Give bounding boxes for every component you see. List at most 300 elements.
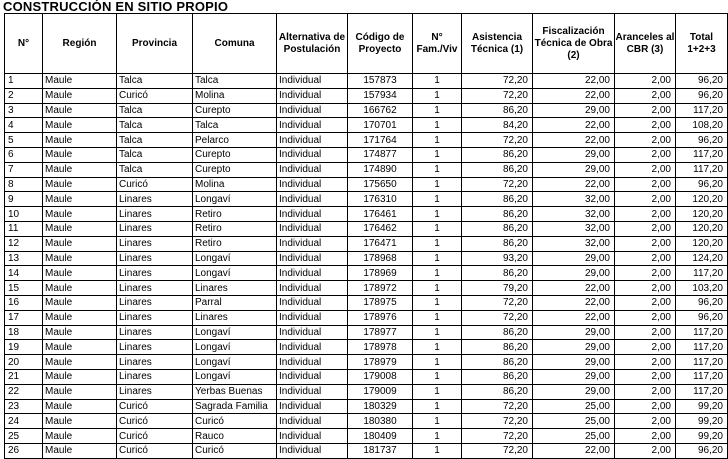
fiscalizacion-cell: 29,00	[533, 369, 615, 384]
table-row	[5, 340, 728, 355]
fiscalizacion-cell: 32,00	[533, 221, 615, 236]
fam-cell: 1	[413, 207, 462, 222]
asistencia-cell: 86,20	[462, 147, 533, 162]
header-total: Total 1+2+3	[676, 14, 728, 74]
alternativa-cell: Individual	[277, 192, 348, 207]
codigo-cell: 171764	[348, 133, 413, 148]
codigo-cell: 178978	[348, 340, 413, 355]
fiscalizacion-cell: 29,00	[533, 340, 615, 355]
table-row	[5, 399, 728, 414]
provincia-cell: Linares	[117, 369, 193, 384]
fam-cell: 1	[413, 74, 462, 89]
region-cell: Maule	[43, 399, 117, 414]
table-body	[5, 74, 728, 459]
comuna-cell: Retiro	[193, 236, 277, 251]
table-row	[5, 118, 728, 133]
fam-cell: 1	[413, 384, 462, 399]
asistencia-cell: 72,20	[462, 74, 533, 89]
aranceles-cell: 2,00	[615, 88, 676, 103]
provincia-cell: Linares	[117, 251, 193, 266]
alternativa-cell: Individual	[277, 162, 348, 177]
row-number: 10	[5, 207, 43, 222]
asistencia-cell: 86,20	[462, 192, 533, 207]
header-fiscalizacion: Fiscalización Técnica de Obra (2)	[533, 14, 615, 74]
aranceles-cell: 2,00	[615, 443, 676, 458]
asistencia-cell: 72,20	[462, 443, 533, 458]
asistencia-cell: 86,20	[462, 384, 533, 399]
aranceles-cell: 2,00	[615, 325, 676, 340]
total-cell: 117,20	[676, 162, 728, 177]
region-cell: Maule	[43, 369, 117, 384]
table-row	[5, 103, 728, 118]
row-number: 1	[5, 74, 43, 89]
asistencia-cell: 86,20	[462, 355, 533, 370]
aranceles-cell: 2,00	[615, 177, 676, 192]
region-cell: Maule	[43, 251, 117, 266]
alternativa-cell: Individual	[277, 355, 348, 370]
aranceles-cell: 2,00	[615, 74, 676, 89]
fam-cell: 1	[413, 192, 462, 207]
asistencia-cell: 84,20	[462, 118, 533, 133]
codigo-cell: 170701	[348, 118, 413, 133]
aranceles-cell: 2,00	[615, 147, 676, 162]
table-row	[5, 443, 728, 458]
fiscalizacion-cell: 22,00	[533, 74, 615, 89]
table-row	[5, 221, 728, 236]
total-cell: 120,20	[676, 207, 728, 222]
comuna-cell: Longaví	[193, 369, 277, 384]
alternativa-cell: Individual	[277, 103, 348, 118]
fam-cell: 1	[413, 295, 462, 310]
row-number: 15	[5, 281, 43, 296]
total-cell: 117,20	[676, 103, 728, 118]
table-row	[5, 355, 728, 370]
alternativa-cell: Individual	[277, 118, 348, 133]
table-row	[5, 384, 728, 399]
region-cell: Maule	[43, 295, 117, 310]
provincia-cell: Linares	[117, 236, 193, 251]
provincia-cell: Linares	[117, 355, 193, 370]
fam-cell: 1	[413, 369, 462, 384]
alternativa-cell: Individual	[277, 414, 348, 429]
row-number: 6	[5, 147, 43, 162]
total-cell: 96,20	[676, 443, 728, 458]
region-cell: Maule	[43, 281, 117, 296]
header-codigo: Código de Proyecto	[348, 14, 413, 74]
aranceles-cell: 2,00	[615, 266, 676, 281]
total-cell: 117,20	[676, 355, 728, 370]
codigo-cell: 174890	[348, 162, 413, 177]
row-number: 4	[5, 118, 43, 133]
table-row	[5, 266, 728, 281]
region-cell: Maule	[43, 340, 117, 355]
provincia-cell: Curicó	[117, 414, 193, 429]
aranceles-cell: 2,00	[615, 399, 676, 414]
fam-cell: 1	[413, 103, 462, 118]
comuna-cell: Curepto	[193, 103, 277, 118]
aranceles-cell: 2,00	[615, 221, 676, 236]
comuna-cell: Retiro	[193, 207, 277, 222]
fiscalizacion-cell: 29,00	[533, 103, 615, 118]
total-cell: 99,20	[676, 414, 728, 429]
comuna-cell: Retiro	[193, 221, 277, 236]
table-row	[5, 251, 728, 266]
asistencia-cell: 72,20	[462, 429, 533, 444]
header-fam: N° Fam./Viv	[413, 14, 462, 74]
provincia-cell: Linares	[117, 384, 193, 399]
comuna-cell: Pelarco	[193, 133, 277, 148]
fiscalizacion-cell: 22,00	[533, 281, 615, 296]
table-row	[5, 236, 728, 251]
table-row	[5, 310, 728, 325]
fam-cell: 1	[413, 429, 462, 444]
comuna-cell: Longaví	[193, 192, 277, 207]
aranceles-cell: 2,00	[615, 251, 676, 266]
codigo-cell: 176310	[348, 192, 413, 207]
asistencia-cell: 86,20	[462, 221, 533, 236]
comuna-cell: Linares	[193, 281, 277, 296]
header-comuna: Comuna	[193, 14, 277, 74]
table-row	[5, 162, 728, 177]
region-cell: Maule	[43, 177, 117, 192]
fiscalizacion-cell: 29,00	[533, 266, 615, 281]
aranceles-cell: 2,00	[615, 414, 676, 429]
total-cell: 96,20	[676, 177, 728, 192]
table-row	[5, 88, 728, 103]
region-cell: Maule	[43, 103, 117, 118]
total-cell: 117,20	[676, 369, 728, 384]
fiscalizacion-cell: 32,00	[533, 207, 615, 222]
alternativa-cell: Individual	[277, 310, 348, 325]
header-row	[5, 14, 728, 74]
header-provincia: Provincia	[117, 14, 193, 74]
codigo-cell: 178969	[348, 266, 413, 281]
alternativa-cell: Individual	[277, 340, 348, 355]
codigo-cell: 176462	[348, 221, 413, 236]
row-number: 2	[5, 88, 43, 103]
fiscalizacion-cell: 25,00	[533, 399, 615, 414]
total-cell: 117,20	[676, 325, 728, 340]
fiscalizacion-cell: 29,00	[533, 384, 615, 399]
asistencia-cell: 86,20	[462, 340, 533, 355]
total-cell: 117,20	[676, 266, 728, 281]
asistencia-cell: 86,20	[462, 103, 533, 118]
region-cell: Maule	[43, 147, 117, 162]
row-number: 23	[5, 399, 43, 414]
total-cell: 103,20	[676, 281, 728, 296]
comuna-cell: Curicó	[193, 443, 277, 458]
total-cell: 96,20	[676, 295, 728, 310]
aranceles-cell: 2,00	[615, 355, 676, 370]
fam-cell: 1	[413, 266, 462, 281]
table-row	[5, 369, 728, 384]
asistencia-cell: 86,20	[462, 207, 533, 222]
codigo-cell: 178977	[348, 325, 413, 340]
asistencia-cell: 86,20	[462, 266, 533, 281]
asistencia-cell: 86,20	[462, 236, 533, 251]
codigo-cell: 180409	[348, 429, 413, 444]
fiscalizacion-cell: 22,00	[533, 133, 615, 148]
fam-cell: 1	[413, 325, 462, 340]
provincia-cell: Linares	[117, 310, 193, 325]
fam-cell: 1	[413, 340, 462, 355]
fiscalizacion-cell: 29,00	[533, 325, 615, 340]
alternativa-cell: Individual	[277, 443, 348, 458]
fam-cell: 1	[413, 162, 462, 177]
provincia-cell: Linares	[117, 340, 193, 355]
provincia-cell: Talca	[117, 103, 193, 118]
total-cell: 96,20	[676, 310, 728, 325]
alternativa-cell: Individual	[277, 74, 348, 89]
alternativa-cell: Individual	[277, 236, 348, 251]
asistencia-cell: 72,20	[462, 88, 533, 103]
comuna-cell: Parral	[193, 295, 277, 310]
region-cell: Maule	[43, 74, 117, 89]
alternativa-cell: Individual	[277, 251, 348, 266]
fam-cell: 1	[413, 118, 462, 133]
alternativa-cell: Individual	[277, 266, 348, 281]
fam-cell: 1	[413, 88, 462, 103]
row-number: 3	[5, 103, 43, 118]
table-row	[5, 133, 728, 148]
row-number: 21	[5, 369, 43, 384]
region-cell: Maule	[43, 118, 117, 133]
total-cell: 117,20	[676, 147, 728, 162]
region-cell: Maule	[43, 355, 117, 370]
comuna-cell: Talca	[193, 118, 277, 133]
page-title: CONSTRUCCIÓN EN SITIO PROPIO	[3, 0, 229, 14]
provincia-cell: Linares	[117, 266, 193, 281]
total-cell: 117,20	[676, 384, 728, 399]
fiscalizacion-cell: 29,00	[533, 162, 615, 177]
asistencia-cell: 72,20	[462, 310, 533, 325]
asistencia-cell: 93,20	[462, 251, 533, 266]
provincia-cell: Curicó	[117, 88, 193, 103]
row-number: 25	[5, 429, 43, 444]
region-cell: Maule	[43, 221, 117, 236]
codigo-cell: 178976	[348, 310, 413, 325]
asistencia-cell: 72,20	[462, 399, 533, 414]
fam-cell: 1	[413, 133, 462, 148]
total-cell: 99,20	[676, 429, 728, 444]
row-number: 26	[5, 443, 43, 458]
table-row	[5, 177, 728, 192]
provincia-cell: Linares	[117, 192, 193, 207]
aranceles-cell: 2,00	[615, 369, 676, 384]
fam-cell: 1	[413, 251, 462, 266]
fam-cell: 1	[413, 414, 462, 429]
table-row	[5, 281, 728, 296]
fam-cell: 1	[413, 236, 462, 251]
row-number: 24	[5, 414, 43, 429]
table-row	[5, 414, 728, 429]
fiscalizacion-cell: 29,00	[533, 251, 615, 266]
aranceles-cell: 2,00	[615, 429, 676, 444]
codigo-cell: 176471	[348, 236, 413, 251]
codigo-cell: 157934	[348, 88, 413, 103]
asistencia-cell: 72,20	[462, 177, 533, 192]
aranceles-cell: 2,00	[615, 340, 676, 355]
aranceles-cell: 2,00	[615, 384, 676, 399]
total-cell: 124,20	[676, 251, 728, 266]
fam-cell: 1	[413, 177, 462, 192]
row-number: 19	[5, 340, 43, 355]
provincia-cell: Linares	[117, 281, 193, 296]
total-cell: 120,20	[676, 221, 728, 236]
comuna-cell: Curepto	[193, 147, 277, 162]
table-row	[5, 295, 728, 310]
total-cell: 108,20	[676, 118, 728, 133]
asistencia-cell: 79,20	[462, 281, 533, 296]
codigo-cell: 178979	[348, 355, 413, 370]
table-row	[5, 74, 728, 89]
asistencia-cell: 86,20	[462, 162, 533, 177]
codigo-cell: 178968	[348, 251, 413, 266]
row-number: 9	[5, 192, 43, 207]
comuna-cell: Talca	[193, 74, 277, 89]
total-cell: 96,20	[676, 88, 728, 103]
alternativa-cell: Individual	[277, 429, 348, 444]
aranceles-cell: 2,00	[615, 281, 676, 296]
region-cell: Maule	[43, 325, 117, 340]
alternativa-cell: Individual	[277, 325, 348, 340]
row-number: 8	[5, 177, 43, 192]
comuna-cell: Longaví	[193, 340, 277, 355]
row-number: 14	[5, 266, 43, 281]
comuna-cell: Longaví	[193, 266, 277, 281]
total-cell: 120,20	[676, 192, 728, 207]
provincia-cell: Curicó	[117, 399, 193, 414]
alternativa-cell: Individual	[277, 369, 348, 384]
row-number: 7	[5, 162, 43, 177]
comuna-cell: Rauco	[193, 429, 277, 444]
codigo-cell: 180329	[348, 399, 413, 414]
comuna-cell: Longaví	[193, 355, 277, 370]
aranceles-cell: 2,00	[615, 295, 676, 310]
region-cell: Maule	[43, 236, 117, 251]
comuna-cell: Longaví	[193, 251, 277, 266]
region-cell: Maule	[43, 414, 117, 429]
table-row	[5, 325, 728, 340]
fiscalizacion-cell: 32,00	[533, 236, 615, 251]
provincia-cell: Talca	[117, 118, 193, 133]
row-number: 18	[5, 325, 43, 340]
alternativa-cell: Individual	[277, 207, 348, 222]
alternativa-cell: Individual	[277, 221, 348, 236]
comuna-cell: Curepto	[193, 162, 277, 177]
header-asistencia: Asistencia Técnica (1)	[462, 14, 533, 74]
provincia-cell: Curicó	[117, 429, 193, 444]
fam-cell: 1	[413, 147, 462, 162]
asistencia-cell: 72,20	[462, 414, 533, 429]
asistencia-cell: 86,20	[462, 325, 533, 340]
table-row	[5, 429, 728, 444]
region-cell: Maule	[43, 207, 117, 222]
fiscalizacion-cell: 32,00	[533, 192, 615, 207]
aranceles-cell: 2,00	[615, 236, 676, 251]
fam-cell: 1	[413, 399, 462, 414]
table-row	[5, 192, 728, 207]
fiscalizacion-cell: 22,00	[533, 295, 615, 310]
codigo-cell: 178972	[348, 281, 413, 296]
fiscalizacion-cell: 29,00	[533, 355, 615, 370]
row-number: 17	[5, 310, 43, 325]
header-aranceles: Aranceles al CBR (3)	[615, 14, 676, 74]
row-number: 5	[5, 133, 43, 148]
total-cell: 96,20	[676, 133, 728, 148]
codigo-cell: 178975	[348, 295, 413, 310]
comuna-cell: Sagrada Familia	[193, 399, 277, 414]
fiscalizacion-cell: 22,00	[533, 88, 615, 103]
codigo-cell: 176461	[348, 207, 413, 222]
row-number: 11	[5, 221, 43, 236]
comuna-cell: Longaví	[193, 325, 277, 340]
region-cell: Maule	[43, 443, 117, 458]
comuna-cell: Molina	[193, 88, 277, 103]
aranceles-cell: 2,00	[615, 118, 676, 133]
provincia-cell: Curicó	[117, 177, 193, 192]
aranceles-cell: 2,00	[615, 310, 676, 325]
aranceles-cell: 2,00	[615, 103, 676, 118]
provincia-cell: Talca	[117, 133, 193, 148]
row-number: 22	[5, 384, 43, 399]
provincia-cell: Curicó	[117, 443, 193, 458]
fiscalizacion-cell: 22,00	[533, 177, 615, 192]
codigo-cell: 180380	[348, 414, 413, 429]
aranceles-cell: 2,00	[615, 192, 676, 207]
aranceles-cell: 2,00	[615, 162, 676, 177]
codigo-cell: 174877	[348, 147, 413, 162]
region-cell: Maule	[43, 384, 117, 399]
asistencia-cell: 86,20	[462, 369, 533, 384]
region-cell: Maule	[43, 162, 117, 177]
alternativa-cell: Individual	[277, 281, 348, 296]
total-cell: 99,20	[676, 399, 728, 414]
header-alternativa: Alternativa de Postulación	[277, 14, 348, 74]
codigo-cell: 157873	[348, 74, 413, 89]
codigo-cell: 181737	[348, 443, 413, 458]
projects-table	[4, 13, 728, 459]
region-cell: Maule	[43, 88, 117, 103]
provincia-cell: Talca	[117, 162, 193, 177]
alternativa-cell: Individual	[277, 177, 348, 192]
table-row	[5, 207, 728, 222]
comuna-cell: Linares	[193, 310, 277, 325]
header-region: Región	[43, 14, 117, 74]
provincia-cell: Linares	[117, 221, 193, 236]
region-cell: Maule	[43, 310, 117, 325]
codigo-cell: 179008	[348, 369, 413, 384]
comuna-cell: Yerbas Buenas	[193, 384, 277, 399]
codigo-cell: 179009	[348, 384, 413, 399]
fam-cell: 1	[413, 281, 462, 296]
provincia-cell: Linares	[117, 295, 193, 310]
comuna-cell: Molina	[193, 177, 277, 192]
total-cell: 117,20	[676, 340, 728, 355]
asistencia-cell: 72,20	[462, 133, 533, 148]
codigo-cell: 175650	[348, 177, 413, 192]
fam-cell: 1	[413, 310, 462, 325]
provincia-cell: Talca	[117, 74, 193, 89]
row-number: 20	[5, 355, 43, 370]
region-cell: Maule	[43, 266, 117, 281]
region-cell: Maule	[43, 133, 117, 148]
aranceles-cell: 2,00	[615, 207, 676, 222]
comuna-cell: Curicó	[193, 414, 277, 429]
alternativa-cell: Individual	[277, 88, 348, 103]
total-cell: 120,20	[676, 236, 728, 251]
row-number: 12	[5, 236, 43, 251]
